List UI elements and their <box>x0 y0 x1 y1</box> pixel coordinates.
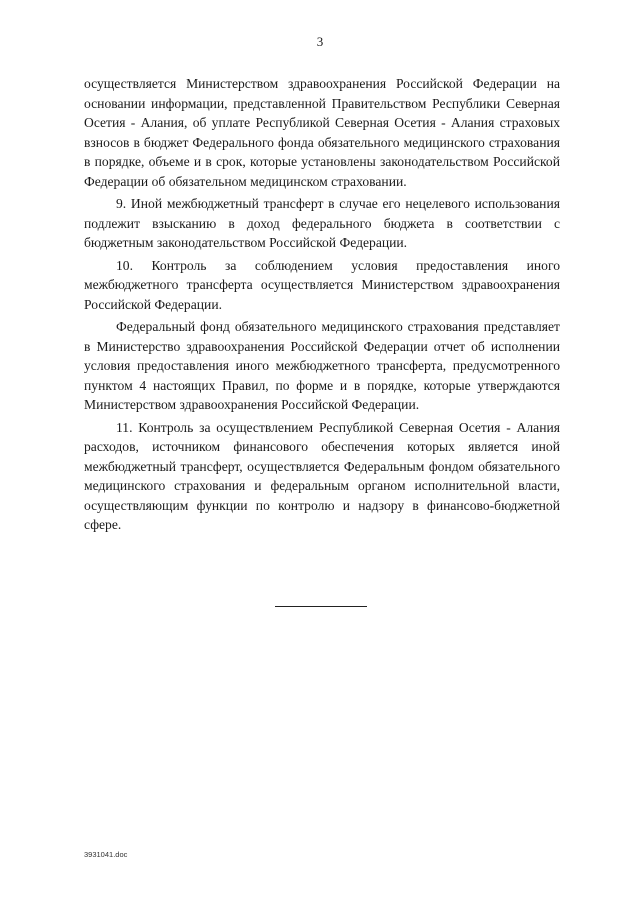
page-number: 3 <box>316 34 324 49</box>
paragraph-continuation: осуществляется Министерством здравоохранения Российской Федерации на основании информации, представленной Правительством Республики Северная Осетия - Алания, об уплате Республикой Северная Осетия - Алания страховых взносов в бюджет Федерального фонда обязательного медицинского страхования в порядке, объеме и в срок, которые установлены законодательством Российской Федерации об обязательном медицинском страховании. <box>84 76 560 189</box>
paragraph-item-9: 9. Иной межбюджетный трансферт в случае его нецелевого использования подлежит взысканию в доход федерального бюджета в соответствии с бюджетным законодательством Российской Федерации. <box>84 196 560 250</box>
paragraph-item-11: 11. Контроль за осуществлением Республикой Северная Осетия - Алания расходов, источником финансового обеспечения которых является иной межбюджетный трансферт, осуществляется Федеральным фондом обязательного медицинского страхования и федеральным органом исполнительной власти, осуществляющим функции по контролю и надзору в финансово-бюджетной сфере. <box>84 419 560 532</box>
paragraph-report: Федеральный фонд обязательного медицинского страхования представляет в Министерство здравоохранения Российской Федерации отчет об исполнении условия предоставления иного межбюджетного трансферта, предусмотренного пунктом 4 настоящих Правил, по форме и в порядке, которые утверждаются Министерством здравоохранения Российской Федерации. <box>84 319 560 412</box>
document-file-id: 3931041.doc <box>84 850 128 859</box>
end-of-document-rule <box>275 606 367 607</box>
document-body <box>84 74 560 538</box>
paragraph-item-10: 10. Контроль за соблюдением условия предоставления иного межбюджетного трансферта осуществляется Министерством здравоохранения Российской Федерации. <box>84 257 560 312</box>
